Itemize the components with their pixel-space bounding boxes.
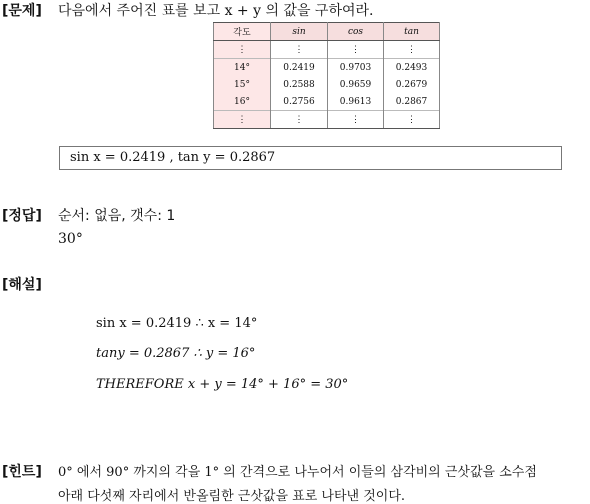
explanation-label: [해설] bbox=[2, 277, 42, 293]
hint-label: [힌트] bbox=[2, 464, 42, 480]
explanation-line: tany = 0.2867 ∴ y = 16° bbox=[96, 346, 256, 361]
table-cell: 0.2588 bbox=[271, 76, 328, 93]
table-cell: 14° bbox=[214, 59, 271, 77]
hint-line-1: 0° 에서 90° 까지의 각을 1° 의 간격으로 나누어서 이들의 삼각비의 근삿값을 소수점 bbox=[58, 465, 537, 480]
table-cell: ⋮ bbox=[214, 111, 271, 129]
header-tan: tan bbox=[384, 23, 440, 41]
header-cos: cos bbox=[328, 23, 384, 41]
table-header-row bbox=[214, 23, 440, 41]
answer-label: [정답] bbox=[2, 208, 42, 224]
table-cell: 0.2419 bbox=[271, 59, 328, 77]
table-cell: 0.2679 bbox=[384, 76, 440, 93]
table-row bbox=[214, 41, 440, 59]
answer-value: 30° bbox=[58, 231, 83, 247]
table-cell: 0.2493 bbox=[384, 59, 440, 77]
header-sin: sin bbox=[271, 23, 328, 41]
question-text: 다음에서 주어진 표를 보고 x + y 의 값을 구하여라. bbox=[58, 3, 374, 19]
answer-meta: 순서: 없음, 갯수: 1 bbox=[58, 208, 176, 224]
explanation-line: THEREFORE x + y = 14° + 16° = 30° bbox=[96, 377, 349, 392]
table-cell: 0.9703 bbox=[328, 59, 384, 77]
table-cell: 0.9613 bbox=[328, 93, 384, 111]
table-cell: ⋮ bbox=[328, 41, 384, 59]
table-cell: 15° bbox=[214, 76, 271, 93]
given-values-box: sin x = 0.2419 , tan y = 0.2867 bbox=[59, 146, 562, 170]
table-row bbox=[214, 59, 440, 77]
table-cell: 0.2867 bbox=[384, 93, 440, 111]
hint-line-2: 아래 다섯째 자리에서 반올림한 근삿값을 표로 나타낸 것이다. bbox=[58, 489, 406, 504]
table-cell: ⋮ bbox=[384, 111, 440, 129]
table-cell: ⋮ bbox=[271, 111, 328, 129]
table-row bbox=[214, 76, 440, 93]
header-angle: 각도 bbox=[214, 23, 271, 41]
table-cell: ⋮ bbox=[271, 41, 328, 59]
table-row bbox=[214, 111, 440, 129]
explanation-line: sin x = 0.2419 ∴ x = 14° bbox=[96, 316, 258, 331]
table-cell: ⋮ bbox=[214, 41, 271, 59]
table-cell: 0.2756 bbox=[271, 93, 328, 111]
table-cell: 16° bbox=[214, 93, 271, 111]
question-label: [문제] bbox=[2, 3, 42, 19]
table-cell: 0.9659 bbox=[328, 76, 384, 93]
table-row bbox=[214, 93, 440, 111]
trig-table bbox=[213, 22, 440, 129]
table-cell: ⋮ bbox=[328, 111, 384, 129]
table-cell: ⋮ bbox=[384, 41, 440, 59]
